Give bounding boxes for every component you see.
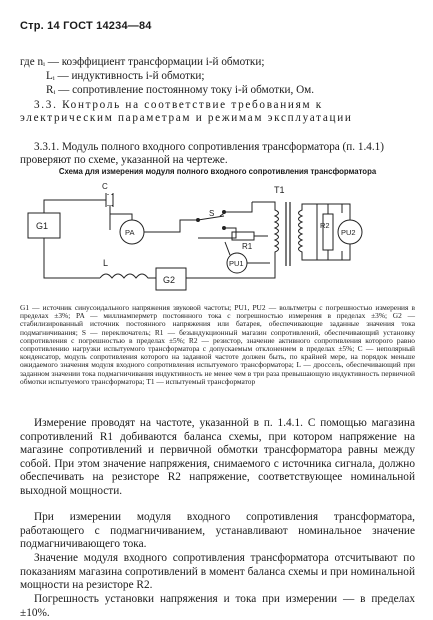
definition-r: Rᵢ — сопротивление постоянному току i-й обмотки, Ом. (46, 84, 315, 96)
label-t1: T1 (274, 185, 285, 195)
circuit-diagram (20, 180, 415, 300)
paragraph-bias: При измерении модуля входного сопротивления трансформатора, работающего с подмагничиванием, устанавливают номинальное значение подмагничивающего тока. (20, 511, 415, 551)
wire-s (220, 202, 252, 238)
choke-l (100, 274, 156, 278)
definition-l: Lᵢ — индуктивность i-й обмотки; (46, 70, 205, 82)
label-g1: G1 (36, 221, 49, 231)
resistor-r2 (323, 214, 333, 250)
paragraph-reading: Значение модуля входного сопротивления трансформатора отсчитывают по показаниям магазина сопротивлений в момент баланса схемы и при номинальной мощности на резисторе R2. (20, 552, 415, 592)
label-pu1: PU1 (229, 259, 244, 268)
figure-caption: Схема для измерения модуля полного входного сопротивления трансформатора (58, 167, 377, 176)
label-s: S (209, 209, 215, 218)
label-c: C (102, 182, 108, 191)
label-r1: R1 (242, 242, 253, 251)
wire-pa (110, 214, 198, 232)
label-r2: R2 (320, 221, 330, 230)
wire-top (44, 200, 110, 230)
paragraph-accuracy: Погрешность установки напряжения и тока при измерении — в пределах ±10%. (20, 593, 415, 619)
page-number: Стр. 14 (20, 20, 60, 32)
section-3-3-heading: 3.3. Контроль на соответствие требованиям к электрическим параметрам и режимам эксплуатации (20, 99, 353, 124)
paragraph-measurement: Измерение проводят на частоте, указанной в п. 1.4.1. С помощью магазина сопротивлений R1 добиваются баланса схемы, при котором напряжение на магазине сопротивлений и первичной обмотки трансформатора равны между собой. При этом значение напряжения, снимаемого с источника сигнала, должно обеспечивать на резисторе R2 напряжение, соответствующее номинальной выходной мощности. (20, 417, 415, 497)
definition-n: где nᵢ — коэффициент трансформации i-й обмотки; (20, 56, 265, 68)
transformer-t1-secondary (299, 204, 318, 260)
section-3-3-1: 3.3.1. Модуль полного входного сопротивления трансформатора (п. 1.4.1) проверяют по схеме, указанной на чертеже. (20, 141, 384, 166)
page-header (20, 20, 152, 32)
label-g2: G2 (163, 275, 176, 285)
resistor-r1 (232, 232, 254, 240)
label-l: L (103, 258, 109, 268)
label-pa: PA (125, 228, 135, 237)
figure-legend: G1 — источник синусоидального напряжения звуковой частоты; PU1, PU2 — вольтметры с погрешностью измерения в пределах ±3%; PA — миллиамперметр постоянного тока с погрешностью измерения в пределах ±3%; G2 — стабилизированный источник постоянного напряжения или батарея, обеспечивающие заданные значения тока подмагничивания; S — переключатель; R1 — безындукционный магазин сопротивлений, обеспечивающий установку сопротивления с погрешностью в пределах ±5%; R2 — резистор, значение активного сопротивления которого равно сопротивлению нагрузки испытуемого трансформатора с допускаемым отклонением в пределах ±5%; C — неполярный конденсатор, модуль сопротивления которого на заданной частоте должен быть, по крайней мере, на порядок меньше ожидаемого значения модуля входного сопротивления испытуемого трансформатора; L — дроссель, обеспечивающий при заданном значении тока подмагничивания индуктивность не менее чем в три раза превышающую индуктивность первичной обмотки испытуемого трансформатора; T1 — испытуемый трансформатор (20, 303, 415, 386)
label-pu2: PU2 (341, 228, 356, 237)
standard-number: ГОСТ 14234—84 (63, 20, 152, 32)
wire-left-bottom (44, 238, 100, 278)
